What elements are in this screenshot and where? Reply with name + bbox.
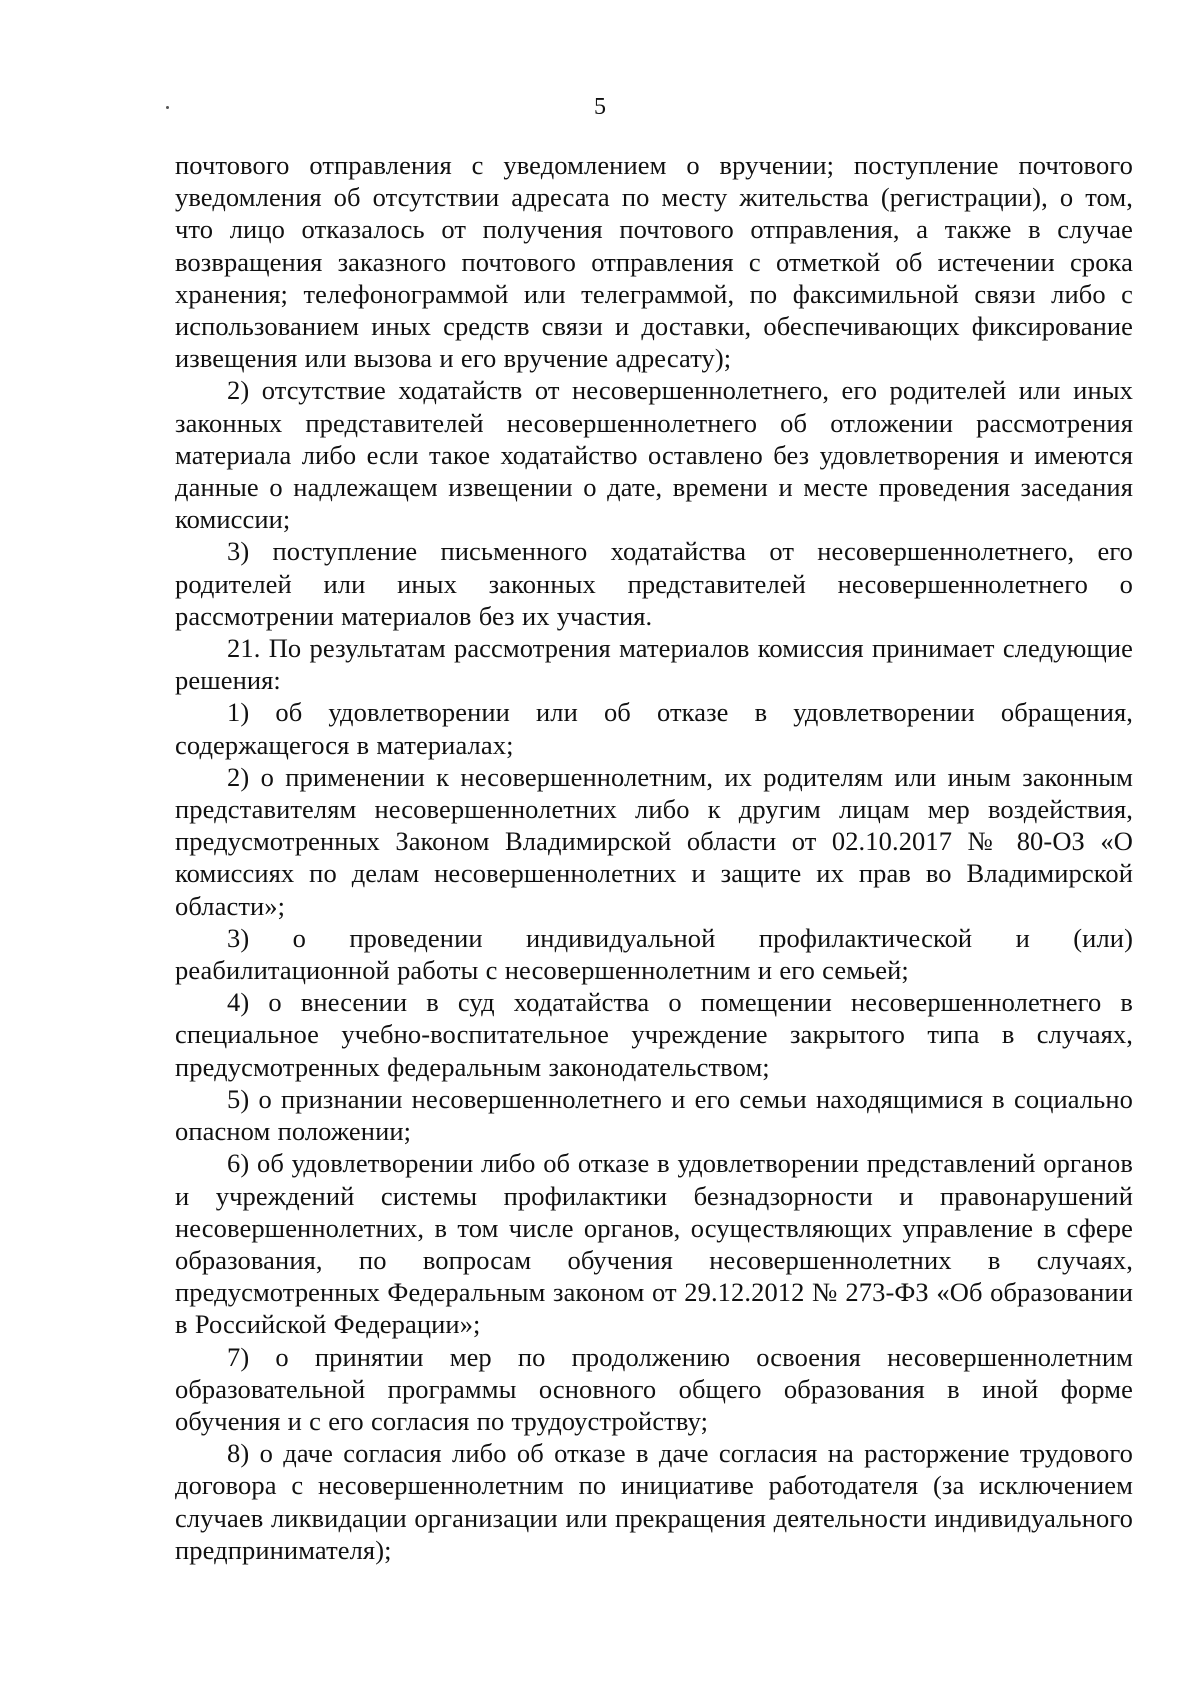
body-text <box>175 149 1133 1566</box>
paragraph-decision-6: 6) об удовлетворении либо об отказе в удовлетворении представлений органов и учреждений системы профилактики безнадзорности и правонарушений несовершеннолетних, в том числе органов, осуществляющих управление в сфере образования, по вопросам обучения несовершеннолетних в случаях, предусмотренных Федеральным законом от 29.12.2012 № 273-ФЗ «Об образовании в Российской Федерации»; <box>175 1148 1133 1340</box>
paragraph-section-21: 21. По результатам рассмотрения материалов комиссия принимает следующие решения: <box>175 633 1133 696</box>
paragraph-decision-5: 5) о признании несовершеннолетнего и его семьи находящимися в социально опасном положении; <box>175 1083 1133 1147</box>
scan-artifact-dot <box>166 106 169 109</box>
paragraph-continuation: почтового отправления с уведомлением о вручении; поступление почтового уведомления об отсутствии адресата по месту жительства (регистрации), о том, что лицо отказалось от получения почтового отправления, а также в случае возвращения заказного почтового отправления с отметкой об истечении срока хранения; телефонограммой или телеграммой, по факсимильной связи либо с использованием иных средств связи и доставки, обеспечивающих фиксирование извещения или вызова и его вручение адресату); <box>175 150 1133 374</box>
paragraph-decision-2: 2) о применении к несовершеннолетним, их родителям или иным законным представителям несовершеннолетних либо к другим лицам мер воздействия, предусмотренных Законом Владимирской области от 02.10.2017 № 80-ОЗ «О комиссиях по делам несовершеннолетних и защите их прав во Владимирской области»; <box>175 761 1133 921</box>
paragraph-decision-7: 7) о принятии мер по продолжению освоения несовершеннолетним образовательной программы основного общего образования в иной форме обучения и с его согласия по трудоустройству; <box>175 1341 1133 1436</box>
paragraph-decision-4: 4) о внесении в суд ходатайства о помещении несовершеннолетнего в специальное учебно-воспитательное учреждение закрытого типа в случаях, предусмотренных федеральным законодательством; <box>175 987 1133 1082</box>
paragraph-decision-1: 1) об удовлетворении или об отказе в удовлетворении обращения, содержащегося в материалах; <box>175 697 1133 760</box>
paragraph-item-3: 3) поступление письменного ходатайства от несовершеннолетнего, его родителей или иных законных представителей несовершеннолетнего о рассмотрении материалов без их участия. <box>175 536 1133 631</box>
page-number: 5 <box>594 94 606 120</box>
paragraph-decision-8: 8) о даче согласия либо об отказе в даче согласия на расторжение трудового договора с несовершеннолетним по инициативе работодателя (за исключением случаев ликвидации организации или прекращения деятельности индивидуального предпринимателя); <box>175 1438 1133 1565</box>
paragraph-decision-3: 3) о проведении индивидуальной профилактической и (или) реабилитационной работы с несовершеннолетним и его семьей; <box>175 922 1133 986</box>
paragraph-item-2: 2) отсутствие ходатайств от несовершеннолетнего, его родителей или иных законных представителей несовершеннолетнего об отложении рассмотрения материала либо если такое ходатайство оставлено без удовлетворения и имеются данные о надлежащем извещении о дате, времени и месте проведения заседания комиссии; <box>175 375 1133 535</box>
